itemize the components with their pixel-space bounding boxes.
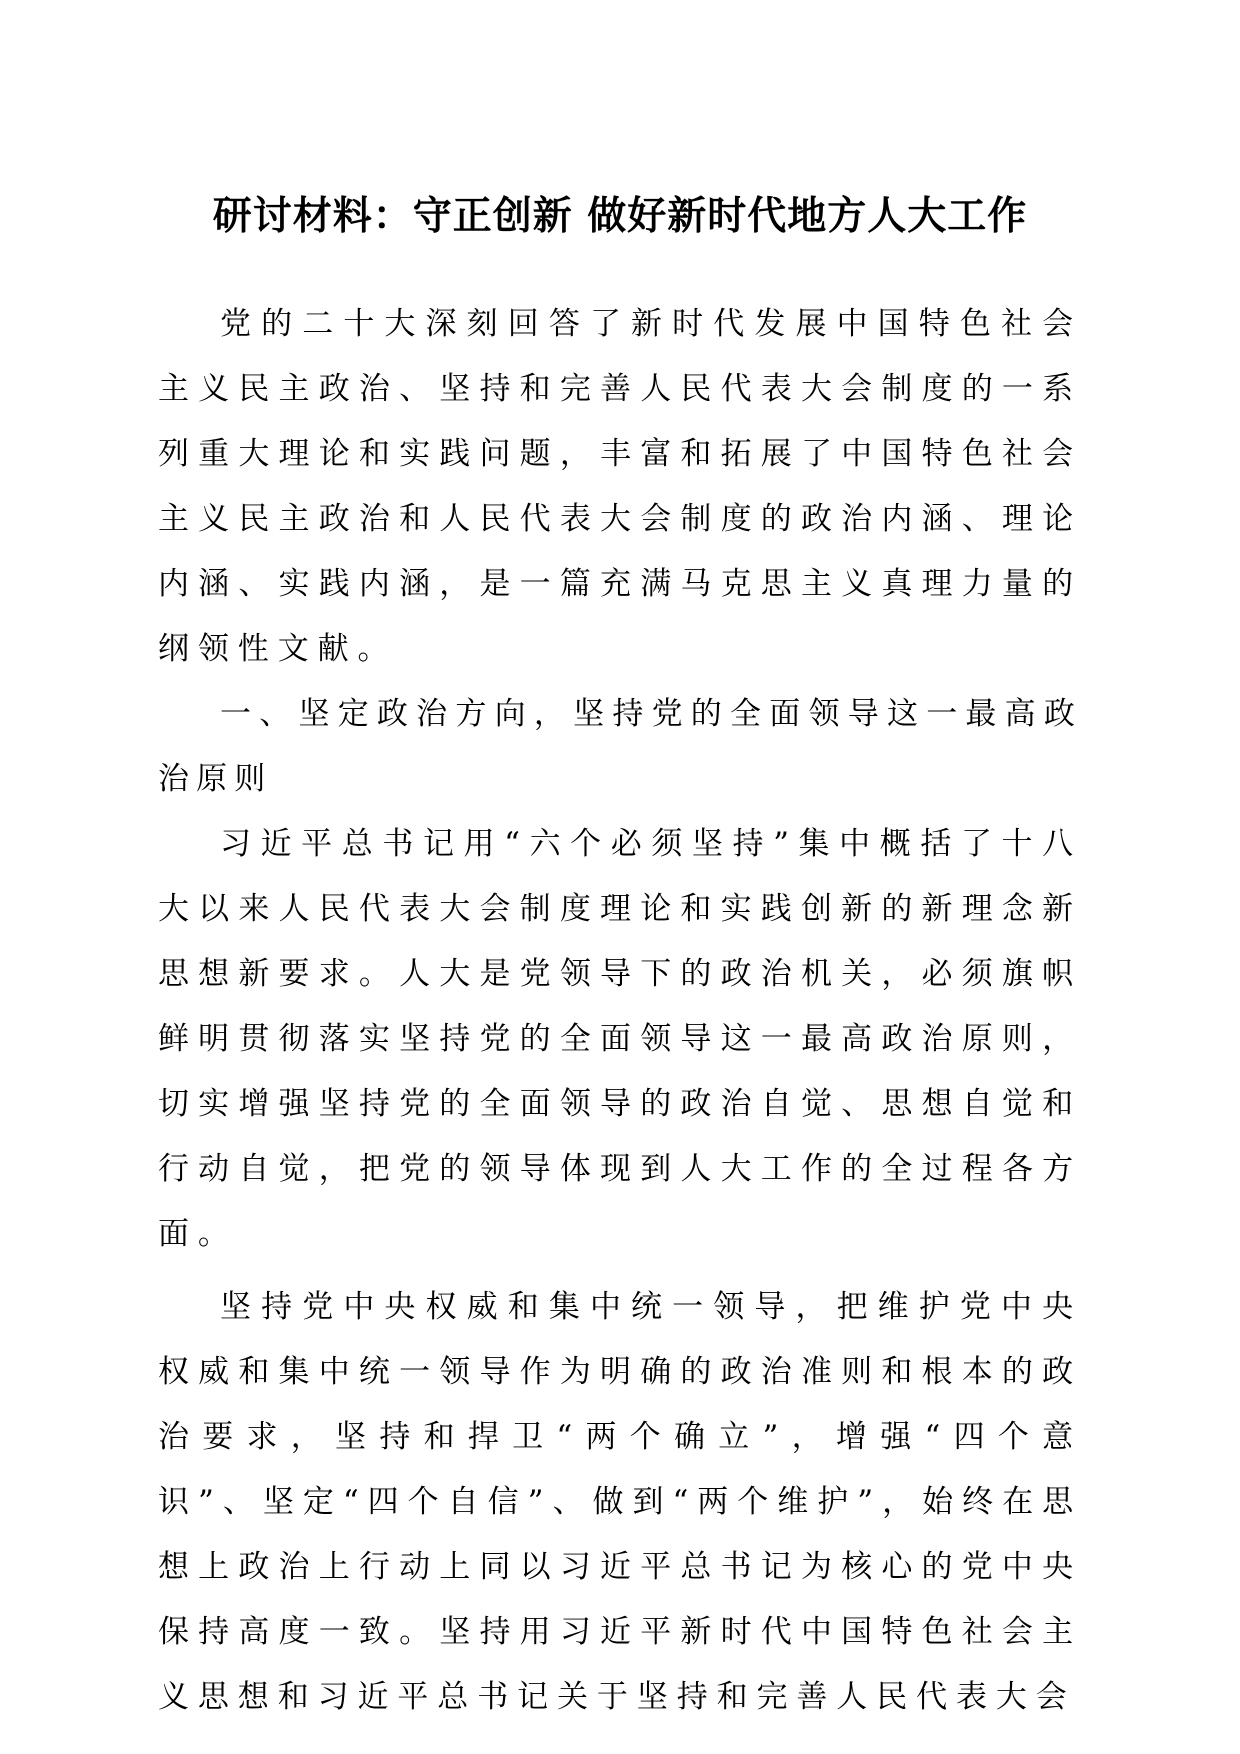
paragraph-leadership: 习近平总书记用“六个必须坚持”集中概括了十八大以来人民代表大会制度理论和实践创新的新理念新思想新要求。人大是党领导下的政治机关，必须旗帜鲜明贯彻落实坚持党的全面领导这一最高政治原则，切实增强坚持党的全面领导的政治自觉、思想自觉和行动自觉，把党的领导体现到人大工作的全过程各方面。 [158, 826, 1082, 1252]
document-title: 研讨材料：守正创新 做好新时代地方人大工作 [212, 193, 1028, 239]
document-page [158, 186, 1082, 1730]
document-body [158, 292, 1082, 1730]
section-heading-1: 一、坚定政治方向，坚持党的全面领导这一最高政治原则 [158, 696, 1082, 797]
paragraph-intro: 党的二十大深刻回答了新时代发展中国特色社会主义民主政治、坚持和完善人民代表大会制度的一系列重大理论和实践问题，丰富和拓展了中国特色社会主义民主政治和人民代表大会制度的政治内涵、理论内涵、实践内涵，是一篇充满马克思主义真理力量的纲领性文献。 [158, 306, 1082, 667]
paragraph-central-authority: 坚持党中央权威和集中统一领导，把维护党中央权威和集中统一领导作为明确的政治准则和根本的政治要求，坚持和捍卫“两个确立”，增强“四个意识”、坚定“四个自信”、做到“两个维护”，始终在思想上政治上行动上同以习近平总书记为核心的党中央保持高度一致。坚持用习近平新时代中国特色社会主义思想和习近平总书记关于坚持和完善人民代表大会 [158, 1289, 1082, 1715]
